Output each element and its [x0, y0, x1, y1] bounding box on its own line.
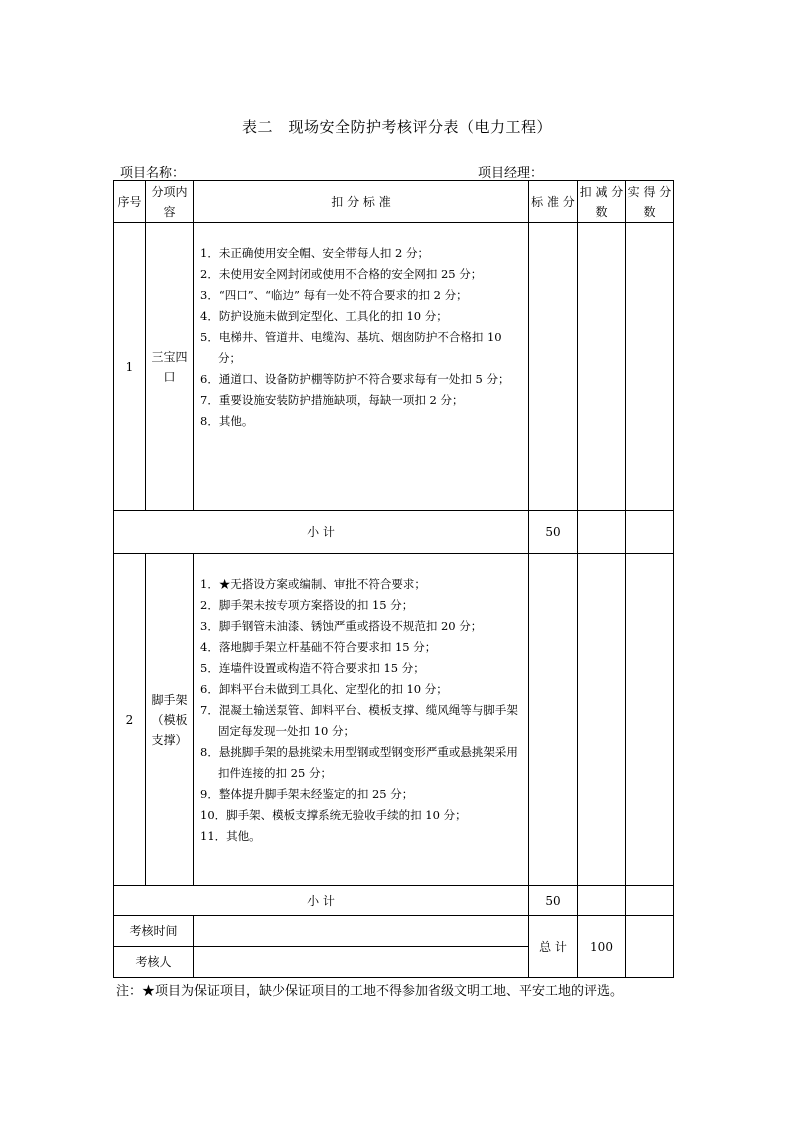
criteria-item: 3．脚手钢管未油漆、锈蚀严重或搭设不规范扣 20 分； — [200, 619, 483, 633]
criteria-item: 7．混凝土输送泵管、卸料平台、模板支撑、缆风绳等与脚手架固定每发现一处扣 10 分； — [200, 703, 518, 738]
criteria-item: 1．未正确使用安全帽、安全带每人扣 2 分； — [200, 246, 429, 260]
criteria-item: 2．脚手架未按专项方案搭设的扣 15 分； — [200, 598, 414, 612]
section-category: 三宝四口 — [146, 223, 194, 511]
criteria-item: 5．电梯井、管道井、电缆沟、基坑、烟囱防护不合格扣 10 分； — [200, 330, 502, 365]
exam-time-label: 考核时间 — [114, 916, 194, 947]
project-name-label: 项目名称： — [120, 166, 186, 181]
criteria-item: 9．整体提升脚手架未经鉴定的扣 25 分； — [200, 787, 414, 801]
project-manager-label: 项目经理： — [478, 166, 544, 181]
subtotal-score: 50 — [529, 886, 578, 916]
subtotal-actual-cell[interactable] — [626, 511, 674, 554]
criteria-item: 8．其他。 — [200, 414, 254, 428]
header-standard: 标 准 分 — [529, 181, 578, 223]
criteria-item: 6．通道口、设备防护棚等防护不符合要求每有一处扣 5 分； — [200, 372, 510, 386]
criteria-item: 4．防护设施未做到定型化、工具化的扣 10 分； — [200, 309, 448, 323]
header-deduct: 扣 减 分数 — [578, 181, 626, 223]
criteria-list — [200, 243, 528, 432]
total-label-cell — [529, 916, 578, 978]
subtotal-row-2 — [114, 886, 674, 916]
criteria-item: 7．重要设施安装防护措施缺项，每缺一项扣 2 分； — [200, 393, 464, 407]
criteria-item: 3．“四口”、“临边” 每有一处不符合要求的扣 2 分； — [200, 288, 468, 302]
examiner-label: 考核人 — [114, 947, 194, 978]
criteria-list — [200, 574, 528, 847]
criteria-item: 10．脚手架、模板支撑系统无验收手续的扣 10 分； — [200, 808, 467, 822]
header-category: 分项内容 — [146, 181, 194, 223]
subtotal-actual-cell[interactable] — [626, 886, 674, 916]
criteria-item: 2．未使用安全网封闭或使用不合格的安全网扣 25 分； — [200, 267, 483, 281]
deduct-score-cell[interactable] — [578, 223, 626, 511]
score-table — [113, 180, 674, 978]
examiner-value[interactable] — [194, 947, 529, 978]
actual-score-cell[interactable] — [626, 554, 674, 886]
criteria-item: 8．悬挑脚手架的悬挑梁未用型钢或型钢变形严重或悬挑架采用扣件连接的扣 25 分； — [200, 745, 518, 780]
total-score: 100 — [578, 916, 626, 978]
header-seq: 序号 — [114, 181, 146, 223]
deduct-score-cell[interactable] — [578, 554, 626, 886]
standard-score-cell — [529, 223, 578, 511]
section-category: 脚手架（模板支撑） — [146, 554, 194, 886]
exam-time-row — [114, 916, 674, 947]
actual-score-cell[interactable] — [626, 223, 674, 511]
section-row-2 — [114, 554, 674, 886]
criteria-item: 11．其他。 — [200, 829, 261, 843]
header-actual: 实 得 分数 — [626, 181, 674, 223]
header-criteria: 扣 分 标 准 — [194, 181, 529, 223]
criteria-cell — [194, 554, 529, 886]
criteria-cell — [194, 223, 529, 511]
subtotal-label: 小 计 — [114, 886, 529, 916]
total-deduct-cell[interactable] — [626, 916, 674, 978]
subtotal-row-1 — [114, 511, 674, 554]
subtotal-score: 50 — [529, 511, 578, 554]
section-row-1 — [114, 223, 674, 511]
standard-score-cell — [529, 554, 578, 886]
total-label: 总 计 — [539, 939, 567, 954]
exam-time-value[interactable] — [194, 916, 529, 947]
section-seq: 1 — [114, 223, 146, 511]
criteria-item: 6．卸料平台未做到工具化、定型化的扣 10 分； — [200, 682, 448, 696]
section-seq: 2 — [114, 554, 146, 886]
criteria-item: 1．★无搭设方案或编制、审批不符合要求； — [200, 577, 426, 591]
footnote: 注：★项目为保证项目，缺少保证项目的工地不得参加省级文明工地、平安工地的评选。 — [116, 984, 624, 999]
header-row — [114, 181, 674, 223]
page-title: 表二 现场安全防护考核评分表（电力工程） — [241, 118, 552, 136]
criteria-item: 5．连墙件设置或构造不符合要求扣 15 分； — [200, 661, 425, 675]
criteria-item: 4．落地脚手架立杆基础不符合要求扣 15 分； — [200, 640, 437, 654]
subtotal-deduct-cell[interactable] — [578, 886, 626, 916]
subtotal-deduct-cell[interactable] — [578, 511, 626, 554]
subtotal-label: 小 计 — [114, 511, 529, 554]
